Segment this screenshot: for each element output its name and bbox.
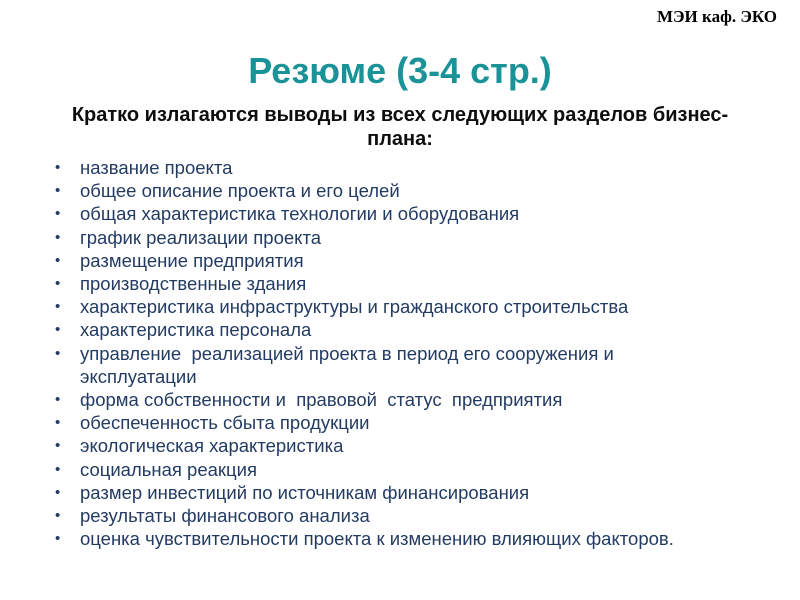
department-label: МЭИ каф. ЭКО bbox=[656, 7, 777, 26]
list-item-text: производственные здания bbox=[80, 273, 307, 295]
list-item bbox=[55, 504, 730, 527]
slide-title: Резюме (3-4 стр.) bbox=[248, 50, 552, 92]
bullet-icon: • bbox=[55, 460, 61, 478]
bullet-icon: • bbox=[55, 507, 61, 525]
list-item bbox=[55, 411, 730, 434]
list-item-text: оценка чувствительности проекта к изменению влияющих факторов. bbox=[80, 528, 674, 550]
list-item-text: экологическая характеристика bbox=[80, 435, 344, 457]
bullet-icon: • bbox=[55, 159, 61, 176]
intro-heading: Кратко излагаются выводы из всех следующих разделов бизнес-плана: bbox=[71, 104, 729, 150]
list-item bbox=[55, 388, 730, 411]
bullet-icon: • bbox=[55, 391, 61, 409]
list-item-text: результаты финансового анализа bbox=[80, 505, 370, 527]
list-item bbox=[55, 434, 730, 457]
list-item-text: управление реализацией проекта в период его сооружения и эксплуатации bbox=[80, 342, 619, 387]
list-item bbox=[55, 249, 730, 272]
bullet-icon: • bbox=[55, 205, 61, 223]
bullet-icon: • bbox=[55, 275, 61, 293]
list-item bbox=[55, 272, 730, 295]
list-item-text: размещение предприятия bbox=[80, 249, 304, 271]
list-item bbox=[55, 295, 730, 318]
list-item-text: общая характеристика технологии и оборудования bbox=[80, 203, 520, 225]
list-item-text: график реализации проекта bbox=[80, 226, 322, 248]
summary-bullet-list bbox=[55, 156, 730, 550]
bullet-icon: • bbox=[55, 414, 61, 432]
bullet-icon: • bbox=[55, 228, 61, 246]
list-item-text: размер инвестиций по источникам финансирования bbox=[80, 481, 530, 503]
list-item-text: характеристика персонала bbox=[80, 319, 312, 341]
list-item bbox=[55, 226, 730, 249]
list-item bbox=[55, 481, 730, 504]
bullet-icon: • bbox=[55, 182, 61, 200]
list-item-text: обеспеченность сбыта продукции bbox=[80, 412, 370, 434]
bullet-icon: • bbox=[55, 530, 61, 548]
slide-body bbox=[55, 103, 745, 550]
bullet-icon: • bbox=[55, 344, 61, 362]
list-item bbox=[55, 527, 730, 550]
list-item-text: характеристика инфраструктуры и гражданского строительства bbox=[80, 296, 629, 318]
bullet-icon: • bbox=[55, 251, 61, 269]
list-item bbox=[55, 458, 730, 481]
list-item bbox=[55, 202, 730, 225]
bullet-icon: • bbox=[55, 437, 61, 455]
list-item-text: форма собственности и правовой статус предприятия bbox=[80, 389, 563, 411]
list-item bbox=[55, 179, 730, 202]
list-item bbox=[55, 318, 730, 341]
bullet-icon: • bbox=[55, 298, 61, 316]
bullet-icon: • bbox=[55, 321, 61, 339]
list-item-text: социальная реакция bbox=[80, 458, 257, 480]
bullet-icon: • bbox=[55, 483, 61, 501]
list-item bbox=[55, 156, 730, 179]
list-item-text: название проекта bbox=[80, 157, 233, 178]
list-item bbox=[55, 342, 730, 388]
list-item-text: общее описание проекта и его целей bbox=[80, 180, 400, 202]
